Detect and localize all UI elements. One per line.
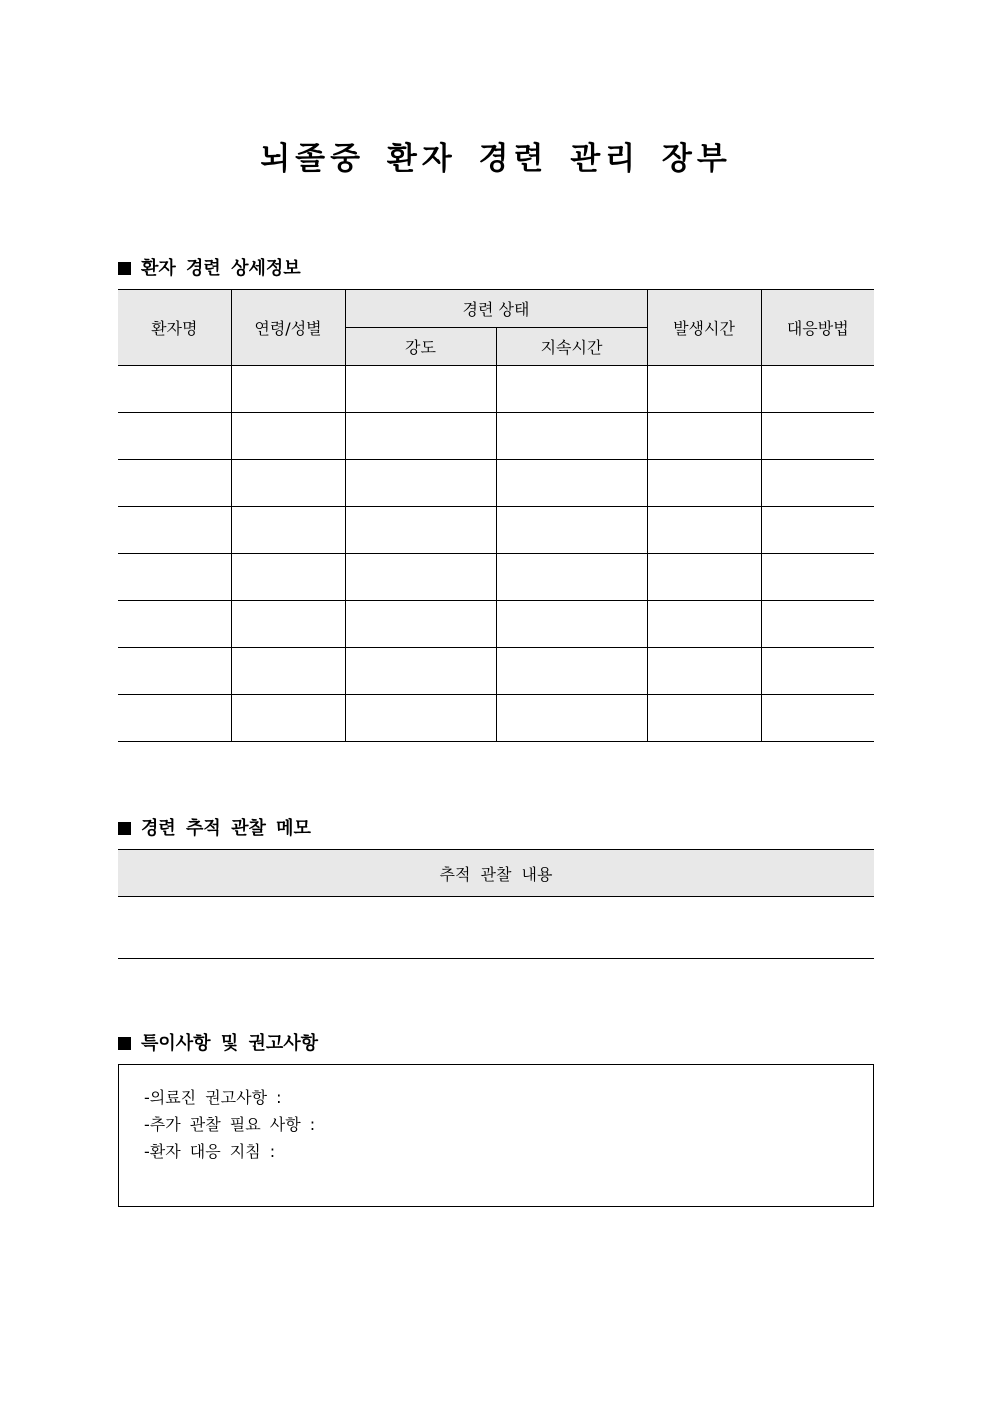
cell-response-method[interactable] [761,601,874,648]
cell-age-gender[interactable] [231,413,345,460]
header-response-method: 대응방법 [761,290,874,366]
table-row [118,507,874,554]
square-bullet-icon [118,1037,131,1050]
table-row [118,413,874,460]
cell-patient-name[interactable] [118,413,231,460]
section-heading-detail [118,254,301,280]
table-row [118,554,874,601]
cell-intensity[interactable] [345,366,496,413]
cell-response-method[interactable] [761,554,874,601]
cell-intensity[interactable] [345,554,496,601]
memo-header: 추적 관찰 내용 [118,850,874,897]
table-row [118,601,874,648]
section-heading-memo [118,814,311,840]
document-title: 뇌졸중 환자 경련 관리 장부 [260,141,732,177]
cell-age-gender[interactable] [231,460,345,507]
cell-response-method[interactable] [761,507,874,554]
cell-intensity[interactable] [345,460,496,507]
cell-duration[interactable] [496,648,647,695]
note-additional-observation: -추가 관찰 필요 사항 : [144,1115,316,1134]
note-medical-recommendation: -의료진 권고사항 : [144,1088,282,1107]
cell-onset-time[interactable] [647,413,761,460]
table-row [118,460,874,507]
cell-patient-name[interactable] [118,601,231,648]
cell-patient-name[interactable] [118,648,231,695]
cell-onset-time[interactable] [647,695,761,742]
header-age-gender: 연령/성별 [231,290,345,366]
header-onset-time: 발생시간 [647,290,761,366]
cell-duration[interactable] [496,507,647,554]
notes-box[interactable] [118,1064,874,1207]
cell-duration[interactable] [496,460,647,507]
section-heading-notes [118,1029,318,1055]
table-row [118,366,874,413]
section-heading-text: 환자 경련 상세정보 [141,258,301,279]
cell-patient-name[interactable] [118,695,231,742]
cell-response-method[interactable] [761,413,874,460]
cell-age-gender[interactable] [231,554,345,601]
cell-response-method[interactable] [761,460,874,507]
cell-age-gender[interactable] [231,507,345,554]
cell-intensity[interactable] [345,413,496,460]
memo-content-cell[interactable] [118,897,874,959]
note-patient-guideline: -환자 대응 지침 : [144,1142,276,1161]
header-patient-name: 환자명 [118,290,231,366]
header-seizure-status: 경련 상태 [345,290,647,328]
cell-onset-time[interactable] [647,554,761,601]
cell-patient-name[interactable] [118,460,231,507]
cell-duration[interactable] [496,413,647,460]
cell-response-method[interactable] [761,366,874,413]
cell-duration[interactable] [496,554,647,601]
cell-onset-time[interactable] [647,601,761,648]
cell-onset-time[interactable] [647,366,761,413]
cell-age-gender[interactable] [231,366,345,413]
cell-intensity[interactable] [345,695,496,742]
section-heading-text: 특이사항 및 권고사항 [141,1033,319,1054]
section-heading-text: 경련 추적 관찰 메모 [141,818,311,839]
cell-intensity[interactable] [345,601,496,648]
cell-onset-time[interactable] [647,648,761,695]
table-row [118,695,874,742]
cell-patient-name[interactable] [118,554,231,601]
cell-age-gender[interactable] [231,695,345,742]
cell-duration[interactable] [496,366,647,413]
cell-intensity[interactable] [345,648,496,695]
memo-table [118,849,874,959]
square-bullet-icon [118,262,131,275]
cell-patient-name[interactable] [118,507,231,554]
header-intensity: 강도 [345,328,496,366]
cell-response-method[interactable] [761,648,874,695]
cell-patient-name[interactable] [118,366,231,413]
table-row [118,648,874,695]
cell-age-gender[interactable] [231,648,345,695]
cell-onset-time[interactable] [647,507,761,554]
cell-onset-time[interactable] [647,460,761,507]
seizure-detail-table [118,289,874,742]
cell-age-gender[interactable] [231,601,345,648]
square-bullet-icon [118,822,131,835]
header-duration: 지속시간 [496,328,647,366]
cell-duration[interactable] [496,695,647,742]
cell-duration[interactable] [496,601,647,648]
cell-intensity[interactable] [345,507,496,554]
cell-response-method[interactable] [761,695,874,742]
